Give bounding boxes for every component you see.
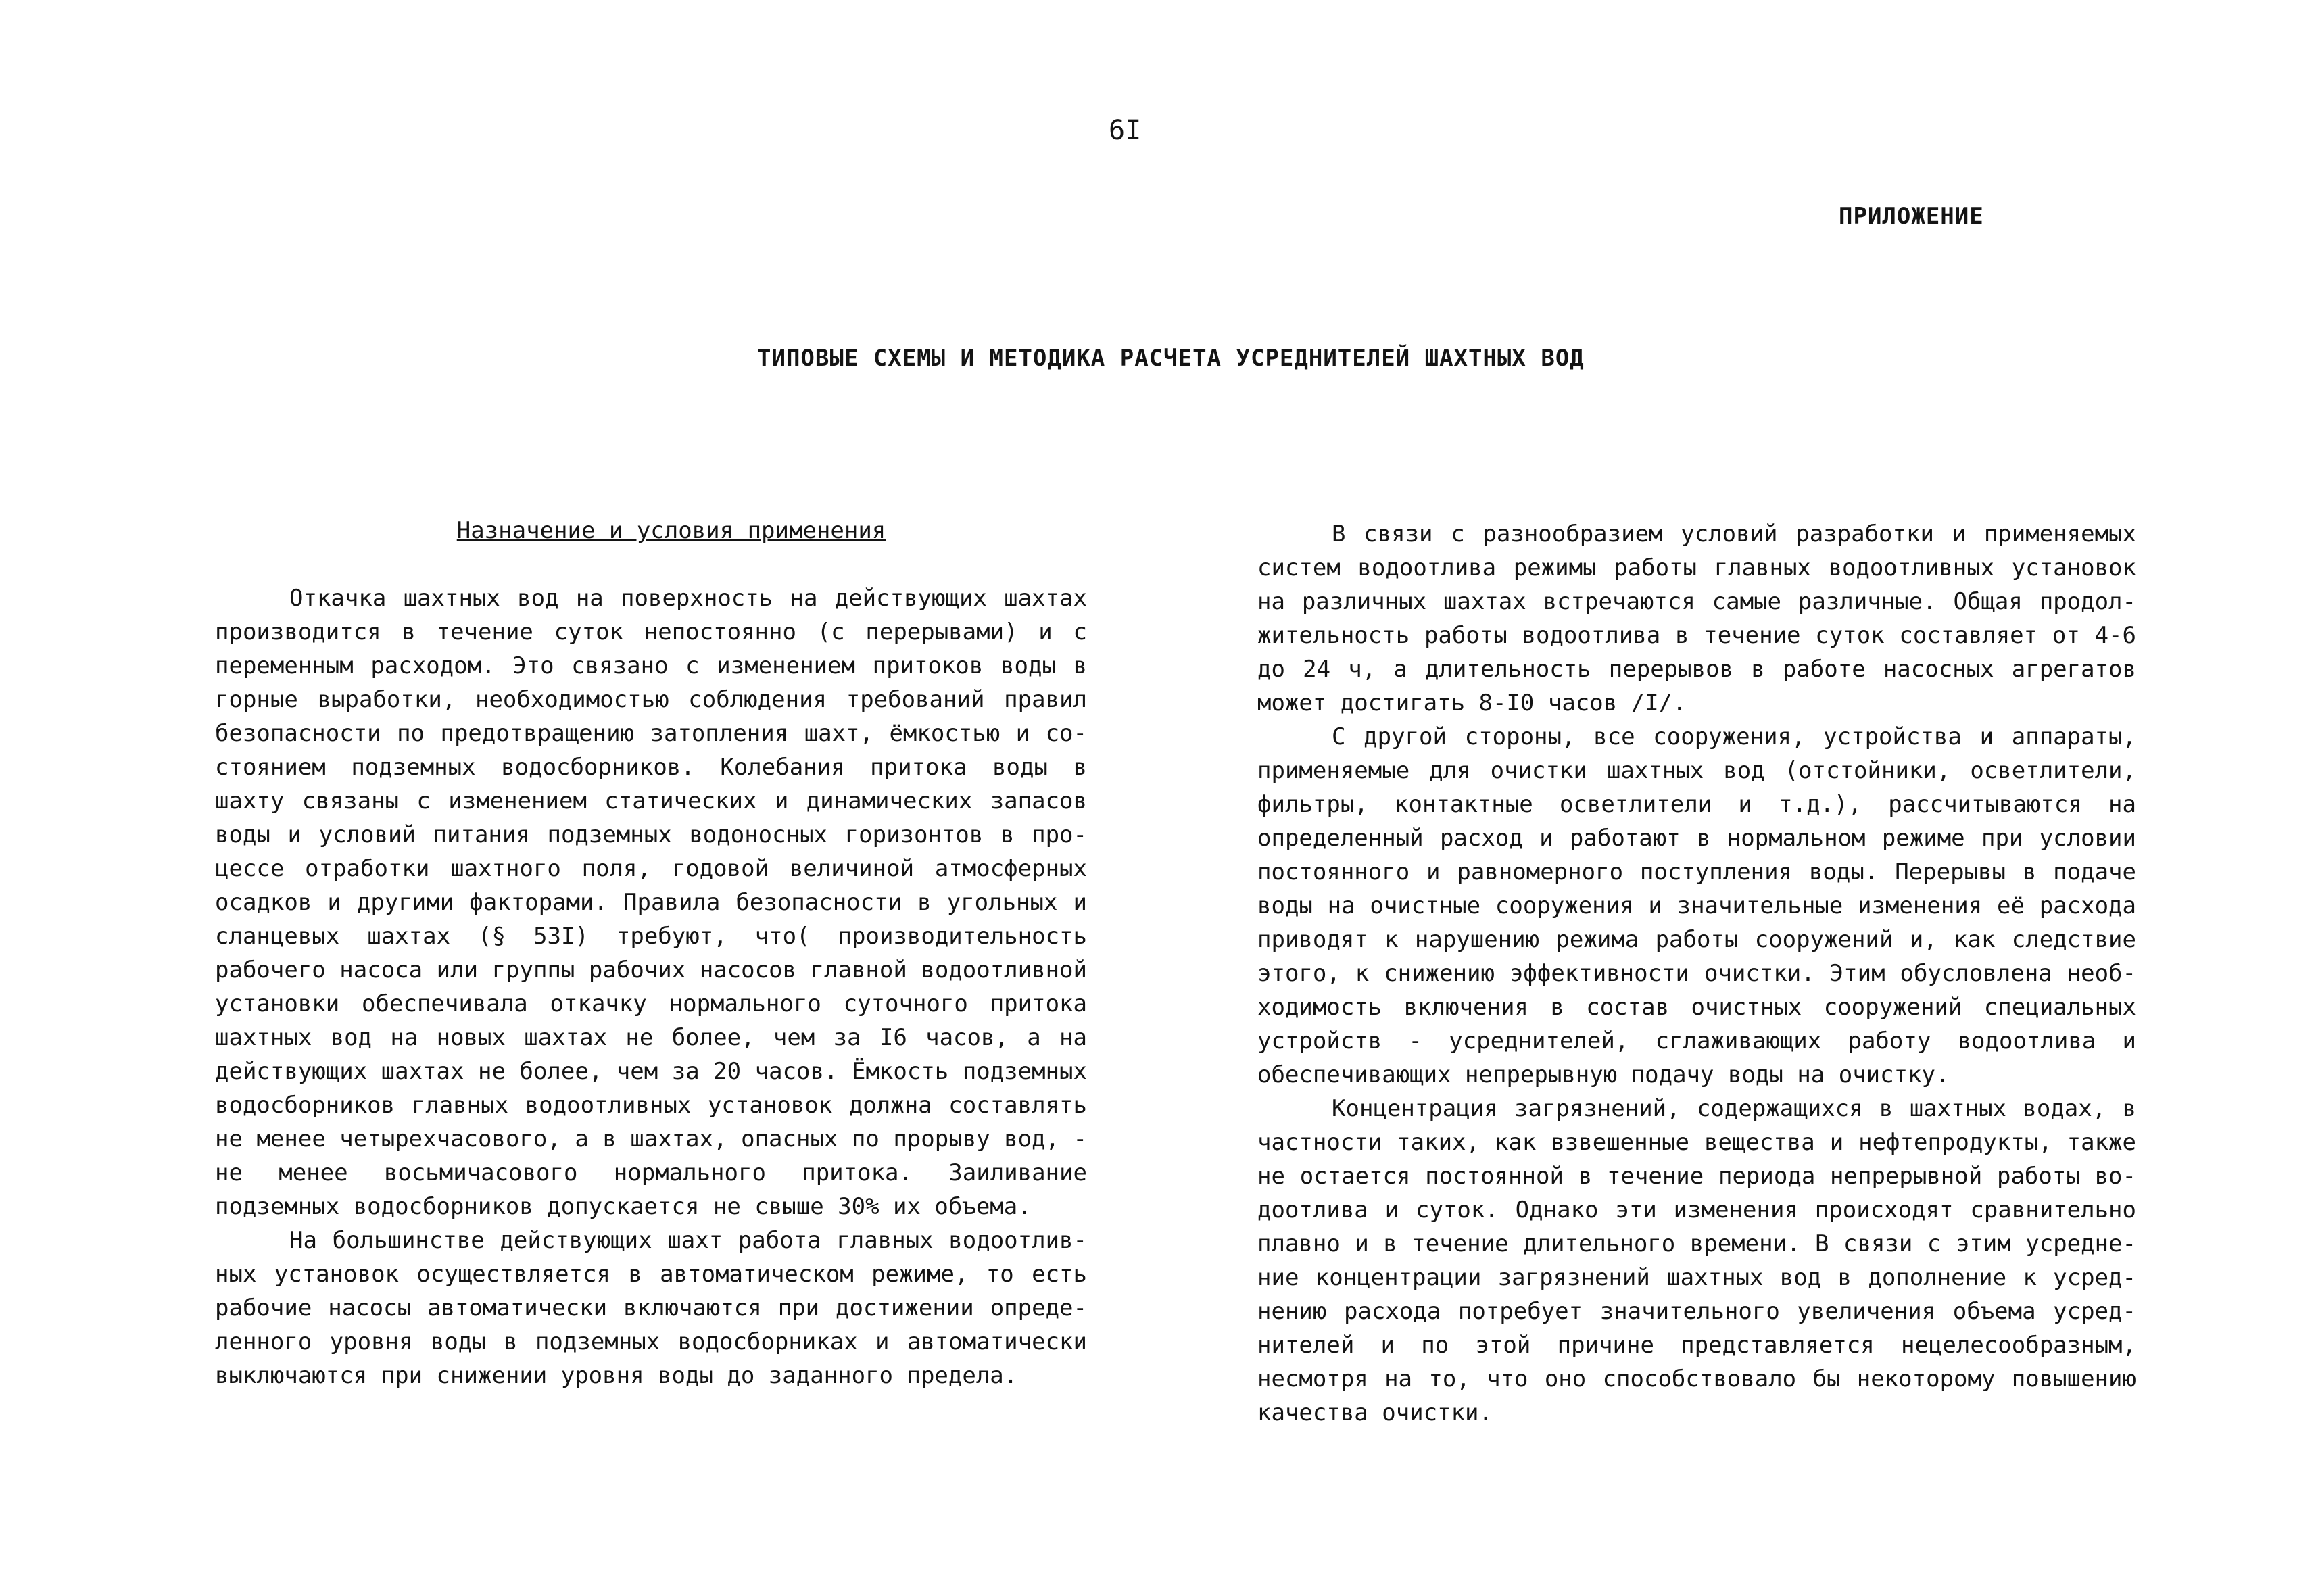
right-column: [1257, 517, 2136, 1430]
page-number: 6I: [1109, 115, 1142, 146]
paragraph: На большинстве действующих шахт работа главных водоотливных установок осуществляется в автоматическом режиме, то есть рабочие насосы автоматически включаются при достижении определенного уровня воды в подземных водосборниках и автоматически выключаются при снижении уровня воды до заданного предела.: [215, 1227, 1087, 1389]
left-column: [215, 514, 1087, 1393]
paragraph: Концентрация загрязнений, содержащихся в шахтных водах, в частности таких, как взвешенные вещества и нефтепродукты, также не остается постоянной в течение периода непрерывной работы водоотлива и суток. Однако эти изменения происходят сравнительно плавно и в течение длительного времени. В связи с этим усреднение концентрации загрязнений шахтных вод в дополнение к усреднению расхода потребует значительного увеличения объема усреднителей и по этой причине представляется нецелесообразным, несмотря на то, что оно способствовало бы некоторому повышению качества очистки.: [1257, 1095, 2136, 1426]
section-heading: Назначение и условия применения: [456, 517, 886, 544]
paragraph: С другой стороны, все сооружения, устройства и аппараты, применяемые для очистки шахтных вод (отстойники, осветлители, фильтры, контактные осветлители и т.д.), рассчитываются на определенный расход и работают в нормальном режиме при условии постоянного и равномерного поступления воды. Перерывы в подаче воды на очистные сооружения и значительные изменения её расхода приводят к нарушению режима работы сооружений и, как следствие этого, к снижению эффективности очистки. Этим обусловлена необходимость включения в состав очистных сооружений специальных устройств - усреднителей, сглаживающих работу водоотлива и обеспечивающих непрерывную подачу воды на очистку.: [1257, 723, 2136, 1088]
paragraph: В связи с разнообразием условий разработки и применяемых систем водоотлива режимы работы главных водоотливных установок на различных шахтах встречаются самые различные. Общая продолжительность работы водоотлива в течение суток составляет от 4-6 до 24 ч, а длительность перерывов в работе насосных агрегатов может достигать 8-I0 часов /I/.: [1257, 521, 2136, 717]
paragraph: Откачка шахтных вод на поверхность на действующих шахтах производится в течение суток непостоянно (с перерывами) и с переменным расходом. Это связано с изменением притоков воды в горные выработки, необходимостью соблюдения требований правил безопасности по предотвращению затопления шахт, ёмкостью и состоянием подземных водосборников. Колебания притока воды в шахту связаны с изменением статических и динамических запасов воды и условий питания подземных водоносных горизонтов в процессе отработки шахтного поля, годовой величиной атмосферных осадков и другими факторами. Правила безопасности в угольных и сланцевых шахтах (§ 53I) требуют, что( производительность рабочего насоса или группы рабочих насосов главной водоотливной установки обеспечивала откачку нормального суточного притока шахтных вод на новых шахтах не более, чем за I6 часов, а на действующих шахтах не более, чем за 20 часов. Ёмкость подземных водосборников главных водоотливных установок должна составлять не менее четырехчасового, а в шахтах, опасных по прорыву вод, - не менее восьмичасового нормального притока. Заиливание подземных водосборников допускается не свыше 30% их объема.: [215, 585, 1087, 1220]
page-title: ТИПОВЫЕ СХЕМЫ И МЕТОДИКА РАСЧЕТА УСРЕДНИТЕЛЕЙ ШАХТНЫХ ВОД: [757, 345, 1585, 372]
appendix-label: ПРИЛОЖЕНИЕ: [1839, 203, 1984, 230]
